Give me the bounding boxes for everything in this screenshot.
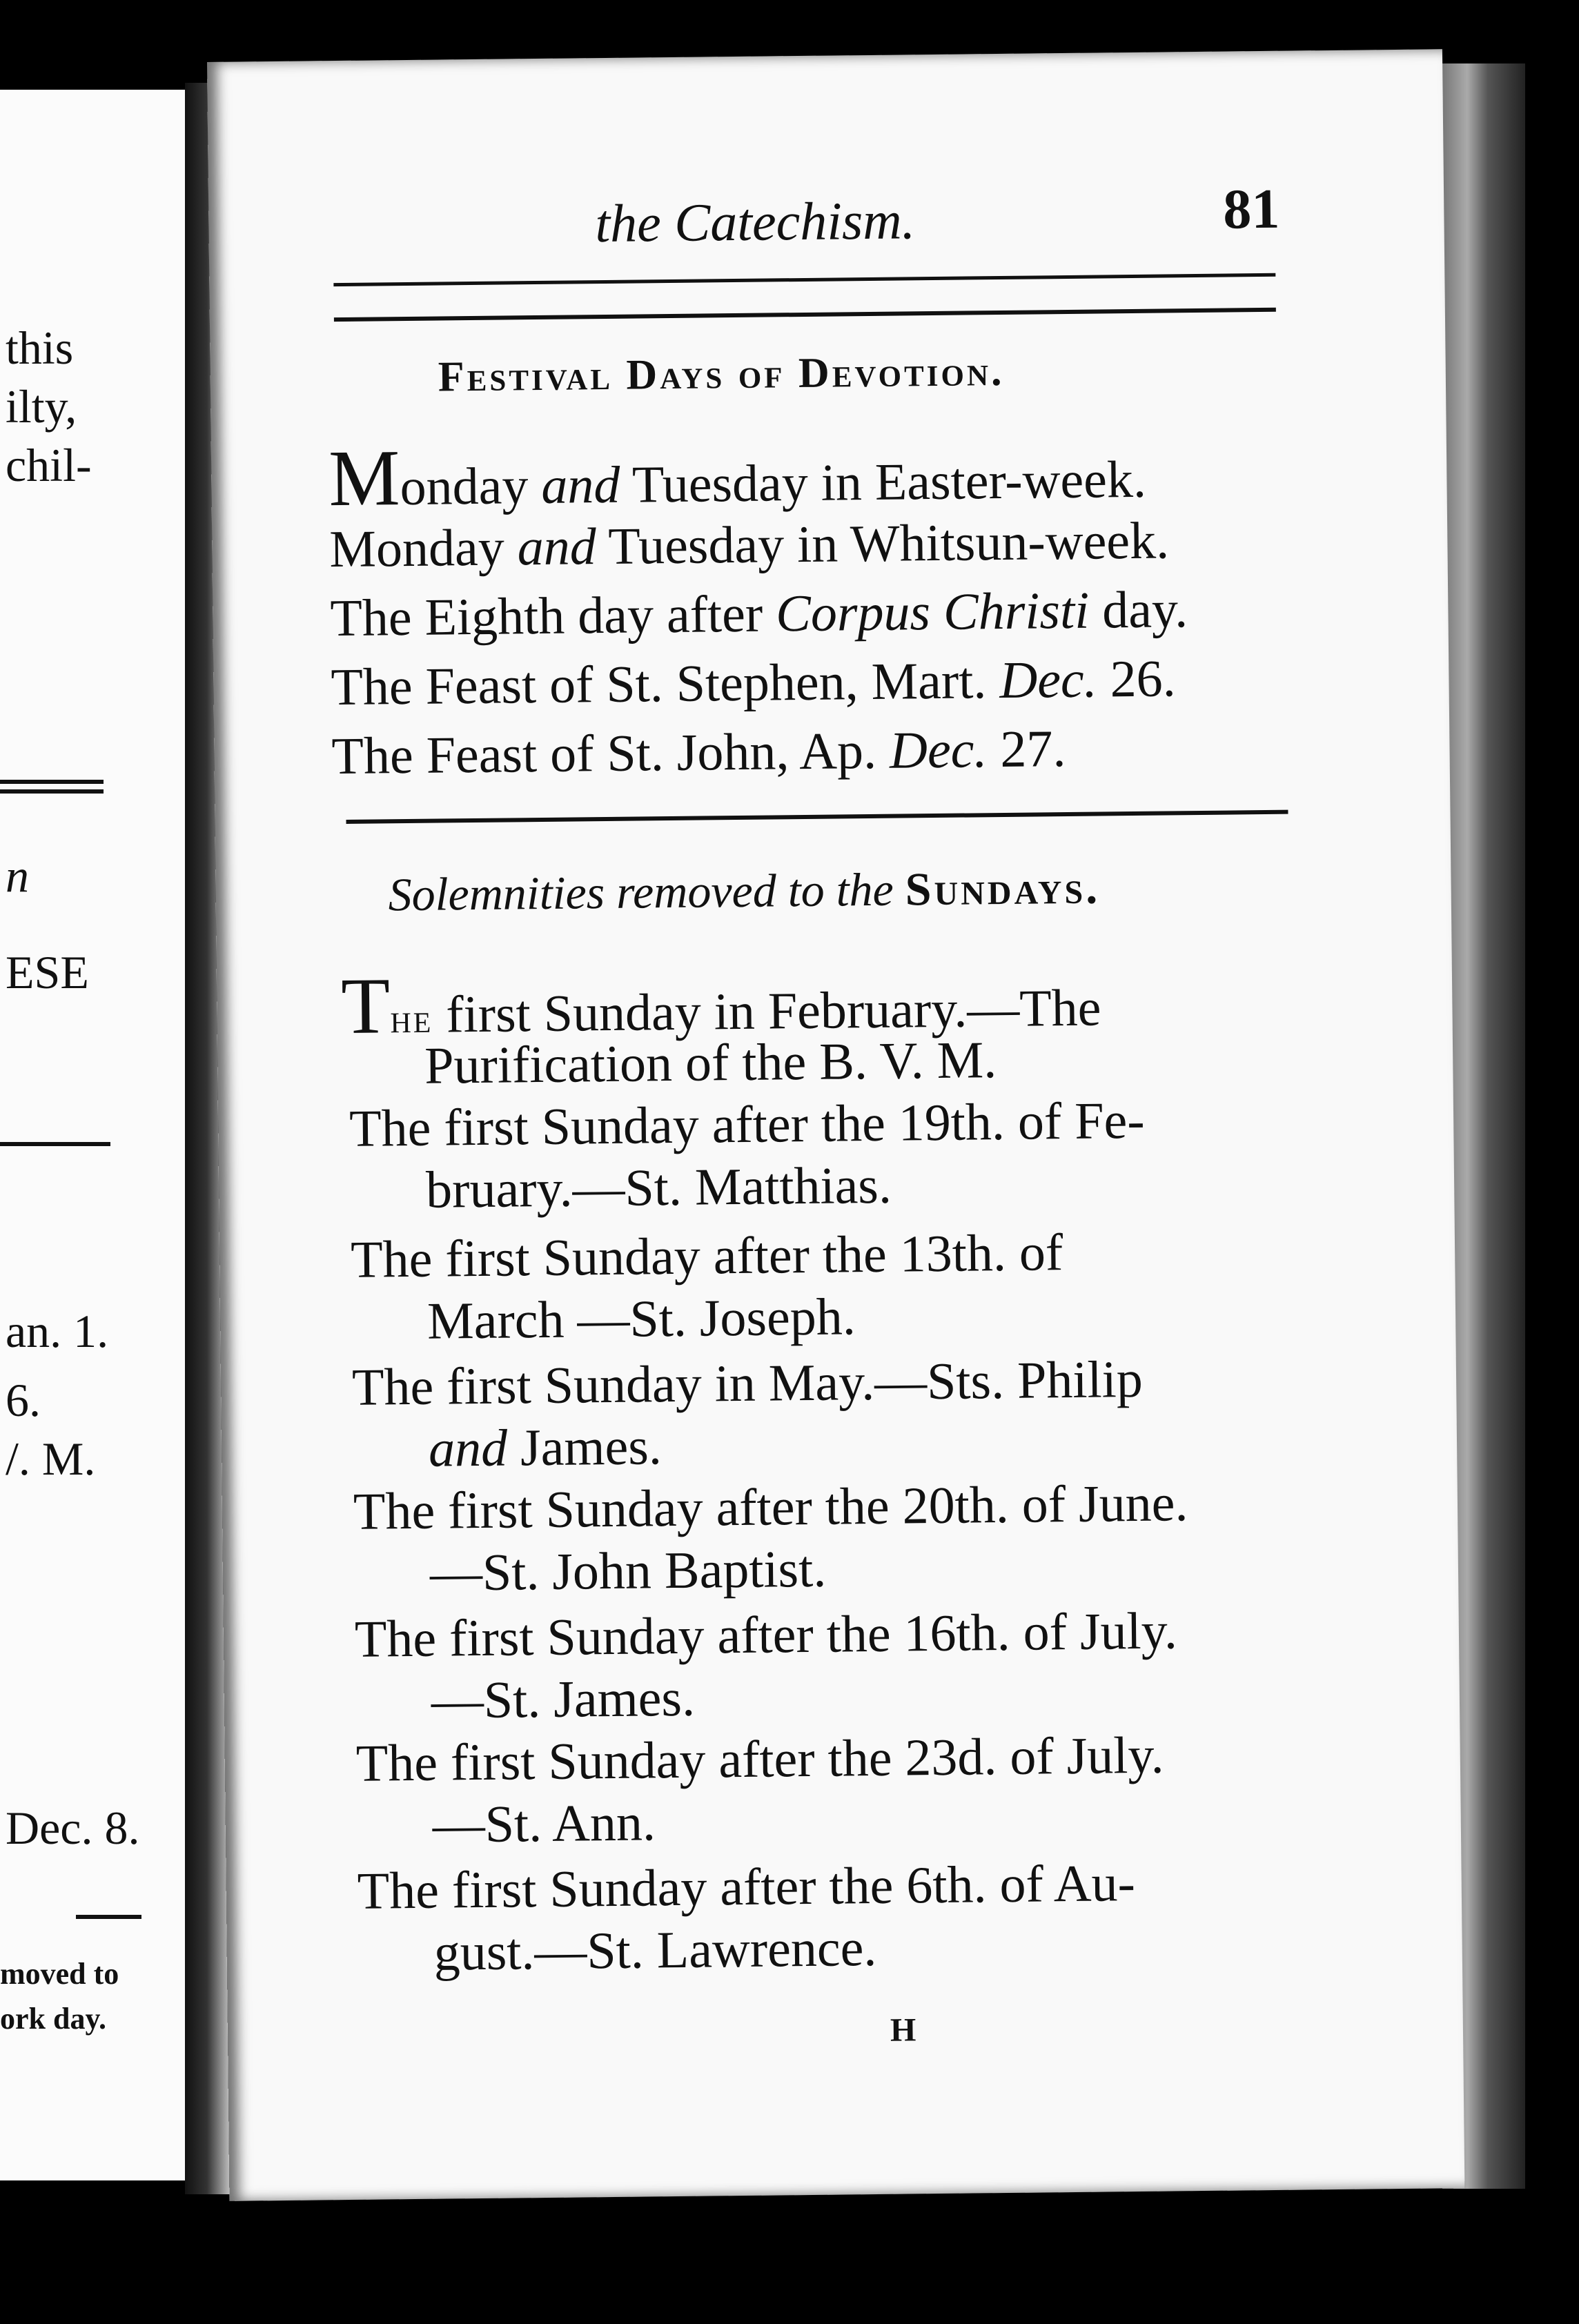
book-page — [207, 49, 1464, 2201]
left-fragment-text: Dec. 8. — [6, 1802, 140, 1854]
solemnity-line: —St. John Baptist. — [429, 1539, 827, 1602]
drop-cap: M — [328, 434, 401, 524]
solemnity-line: —St. Ann. — [432, 1793, 656, 1854]
section-heading-festival-days: Festival Days of Devotion. — [438, 347, 1005, 401]
solemnity-line: Purification of the B. V. M. — [424, 1031, 997, 1095]
solemnity-line: gust.—St. Lawrence. — [433, 1918, 877, 1982]
festival-entry: The Feast of St. Stephen, Mart. Dec. 26. — [331, 649, 1177, 717]
left-fragment-text: n — [6, 849, 29, 902]
solemnity-line: The first Sunday in May.—Sts. Philip — [351, 1350, 1144, 1417]
left-fragment-text: chil- — [6, 439, 92, 491]
section-rule — [334, 308, 1276, 322]
solemnity-line: March —St. Joseph. — [426, 1288, 856, 1350]
left-fragment-text: ilty, — [6, 380, 77, 433]
section-heading-solemnities: Solemnities removed to the Sundays. — [388, 860, 1101, 921]
page-number: 81 — [1222, 177, 1280, 241]
solemnity-line: The first Sunday after the 6th. of Au- — [357, 1854, 1136, 1920]
left-fragment-text: ESE — [6, 946, 89, 998]
festival-entry: The Eighth day after Corpus Christi day. — [330, 580, 1188, 648]
left-fragment-text: this — [6, 322, 74, 374]
solemnity-line: —St. James. — [431, 1668, 696, 1730]
left-rule — [0, 780, 104, 784]
left-fragment-text: 6. — [6, 1374, 41, 1426]
left-fragment-text: /. M. — [6, 1432, 96, 1485]
left-rule — [0, 789, 104, 794]
left-rule — [0, 1142, 110, 1146]
festival-entry: The Feast of St. John, Ap. Dec. 27. — [331, 720, 1066, 786]
solemnity-line: The first Sunday after the 16th. of July. — [354, 1602, 1178, 1668]
solemnity-line: The first Sunday in February.—The — [340, 962, 1101, 1052]
solemnity-line: The first Sunday after the 23d. of July. — [355, 1726, 1164, 1793]
solemnity-line: and James. — [428, 1417, 663, 1478]
left-footnote-text: ork day. — [0, 2002, 107, 2036]
signature-mark: H — [890, 2011, 916, 2049]
drop-cap: T — [340, 962, 391, 1052]
running-head: the Catechism. — [595, 190, 916, 254]
left-footnote-text: moved to — [0, 1957, 119, 1991]
left-rule — [76, 1915, 141, 1919]
section-rule — [346, 810, 1288, 824]
solemnity-line: bruary.—St. Matthias. — [425, 1156, 892, 1219]
festival-entry: Monday and Tuesday in Easter-week. — [328, 434, 1147, 524]
solemnity-line: The first Sunday after the 20th. of June. — [353, 1474, 1188, 1541]
solemnity-line: The first Sunday after the 13th. of — [350, 1223, 1063, 1289]
solemnity-line: The first Sunday after the 19th. of Fe- — [349, 1091, 1145, 1158]
left-fragment-text: an. 1. — [6, 1305, 109, 1357]
left-page-fragment — [0, 90, 185, 2180]
header-rule — [333, 273, 1275, 286]
festival-entry: Monday and Tuesday in Whitsun-week. — [328, 511, 1170, 579]
